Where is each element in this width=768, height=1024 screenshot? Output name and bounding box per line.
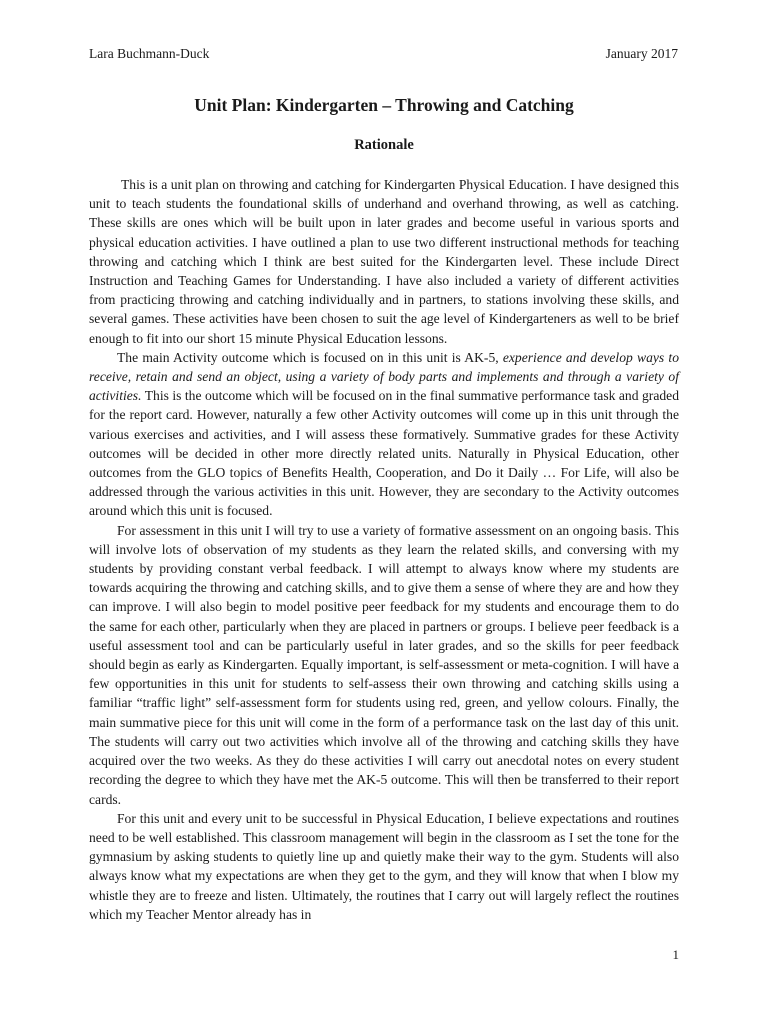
paragraph-2-text-a: The main Activity outcome which is focused on in this unit is AK-5,: [117, 349, 503, 365]
document-title: Unit Plan: Kindergarten – Throwing and Catching: [194, 95, 574, 115]
document-body: [89, 175, 679, 924]
outcome-quote: experience and develop ways to receive, retain and send an object, using a variety of body parts and implements and through a variety of activities.: [89, 349, 679, 404]
header-date: January 2017: [605, 46, 678, 61]
section-heading: Rationale: [354, 137, 414, 153]
paragraph-4: For this unit and every unit to be successful in Physical Education, I believe expectations and routines need to be well established. This classroom management will begin in the classroom as I set the tone for the gymnasium by asking students to quietly line up and quietly make their way to the gym. Students will also always know what my expectations are when they get to the gym, and they will know that when I blow my whistle they are to freeze and listen. Ultimately, the routines that I carry out will largely reflect the routines which my Teacher Mentor already has in: [89, 810, 679, 922]
paragraph-2: [89, 348, 679, 521]
paragraph-1: This is a unit plan on throwing and catching for Kindergarten Physical Education. I have designed this unit to teach students the foundational skills of underhand and overhand throwing, as well as catching. These skills are ones which will be built upon in later grades and become useful in various sports and physical education activities. I have outlined a plan to use two different instructional methods for teaching throwing and catching which I think are best suited for the Kindergarten level. These include Direct Instruction and Teaching Games for Understanding. I have also included a variety of different activities from practicing throwing and catching individually and in partners, to stations involving these skills, and several games. These activities have been chosen to suit the age level of Kindergarteners as well to be brief enough to fit into our short 15 minute Physical Education lessons.: [89, 177, 679, 346]
paragraph-3: For assessment in this unit I will try to use a variety of formative assessment on an ongoing basis. This will involve lots of observation of my students as they learn the related skills, and conversing with my students by providing constant verbal feedback. I will attempt to always know where my students are towards acquiring the throwing and catching skills, and to give them a sense of where they are and how they can improve. I will also begin to model positive peer feedback for my students and encourage them to do the same for each other, particularly when they are placed in partners or groups. I believe peer feedback is a useful assessment tool and can be particularly useful in later grades, and so the skills for peer feedback should begin as early as Kindergarten. Equally important, is self-assessment or meta-cognition. I will have a few opportunities in this unit for students to self-assess their own throwing and catching skills using a familiar “traffic light” self-assessment form for students using red, green, and yellow colours. Finally, the main summative piece for this unit will come in the form of a performance task on the last day of this unit. The students will carry out two activities which involve all of the throwing and catching skills they have acquired over the two weeks. As they do these activities I will carry out anecdotal notes on every student recording the degree to which they have met the AK-5 outcome. This will then be transferred to their report cards.: [89, 522, 679, 807]
paragraph-2-text-b: This is the outcome which will be focused on in the final summative performance task and graded for the report card. However, naturally a few other Activity outcomes will come up in this unit through the various exercises and activities, and I will assess these formatively. Summative grades for these Activity outcomes will be decided in other more directly related units. Naturally in Physical Education, other outcomes from the GLO topics of Benefits Health, Cooperation, and Do it Daily … For Life, will also be addressed through the various activities in this unit. However, they are secondary to the Activity outcomes around which this unit is focused.: [89, 388, 679, 519]
header-author: Lara Buchmann-Duck: [89, 46, 210, 61]
page-number: 1: [672, 947, 679, 962]
